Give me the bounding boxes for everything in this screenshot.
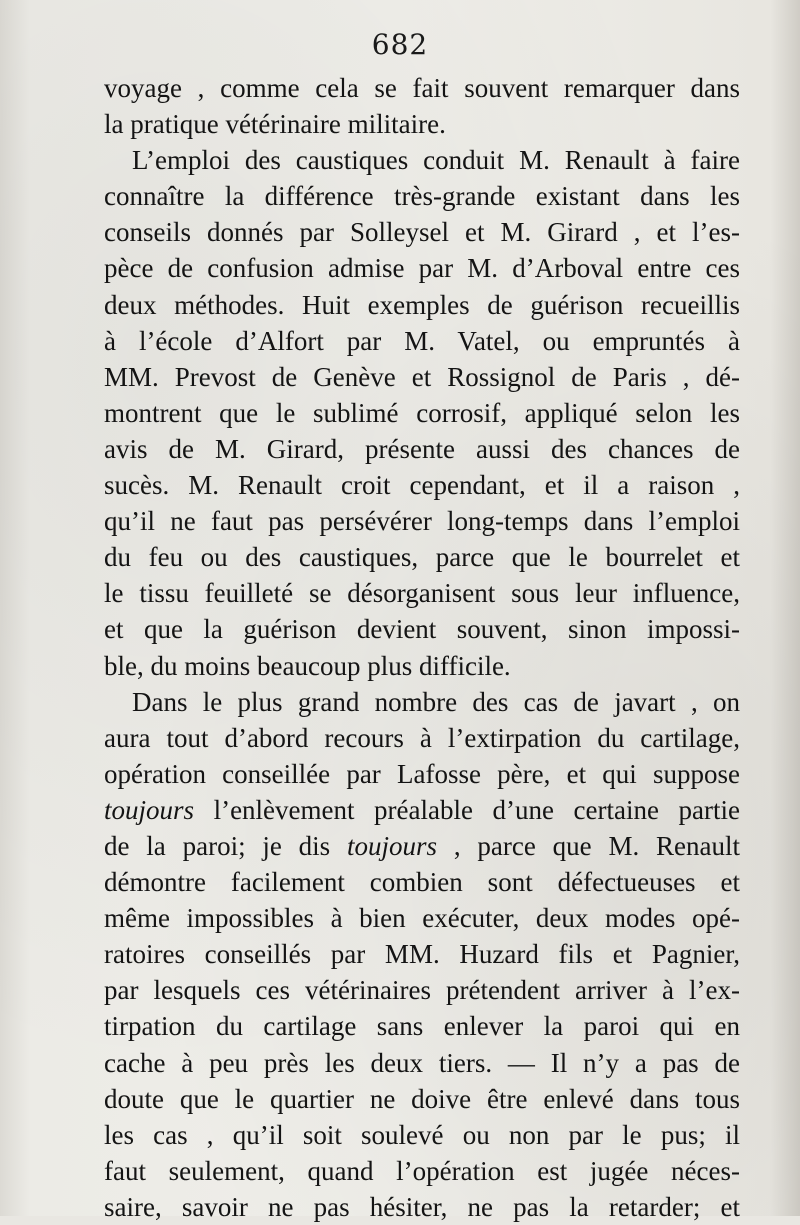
- text-line: MM. Prevost de Genève et Rossignol de Paris , dé-: [104, 361, 740, 392]
- text-line: doute que le quartier ne doive être enlevé dans tous: [104, 1083, 740, 1114]
- text-line: et que la guérison devient souvent, sinon impossi-: [104, 614, 740, 645]
- page-number: 682: [371, 28, 429, 61]
- text-line: cache à peu près les deux tiers. — Il n’y a pas de: [104, 1047, 740, 1078]
- paragraph: [104, 684, 740, 1225]
- text-line: les cas , qu’il soit soulevé ou non par le pus; il: [104, 1119, 740, 1150]
- text-line: deux méthodes. Huit exemples de guérison recueillis: [104, 289, 740, 320]
- italic-word: toujours: [104, 794, 195, 825]
- text-line: aura tout d’abord recours à l’extirpation du cartilage,: [104, 722, 740, 753]
- text-line: par lesquels ces vétérinaires prétendent arriver à l’ex-: [104, 975, 740, 1006]
- text-line: qu’il ne faut pas persévérer long-temps dans l’emploi: [104, 506, 740, 537]
- text-line: connaître la différence très-grande existant dans les: [104, 181, 740, 212]
- text-line: du feu ou des caustiques, parce que le bourrelet et: [104, 542, 740, 573]
- text-line: opération conseillée par Lafosse père, et qui suppose: [104, 758, 740, 789]
- text-line: même impossibles à bien exécuter, deux modes opé-: [104, 903, 740, 934]
- text-line: montrent que le sublimé corrosif, appliqué selon les: [104, 397, 740, 428]
- text-line: la pratique vétérinaire militaire.: [104, 109, 446, 140]
- text-line: saire, savoir ne pas hésiter, ne pas la retarder; et: [104, 1191, 740, 1222]
- text-line: sucès. M. Renault croit cependant, et il a raison ,: [104, 470, 740, 501]
- text-line: L’emploi des caustiques conduit M. Renault à faire: [132, 145, 740, 176]
- text-line: ble, du moins beaucoup plus difficile.: [104, 650, 511, 681]
- italic-word: toujours: [347, 830, 438, 861]
- paragraph: [104, 70, 740, 142]
- text-line: pèce de confusion admise par M. d’Arboval entre ces: [104, 253, 740, 284]
- text-line: ratoires conseillés par MM. Huzard fils et Pagnier,: [104, 939, 740, 970]
- text-line: de la paroi; je dis toujours , parce que M. Renault: [104, 830, 740, 861]
- body-text: [104, 70, 740, 1225]
- paragraph: [104, 142, 740, 683]
- text-line: avis de M. Girard, présente aussi des chances de: [104, 433, 740, 464]
- text-line: démontre facilement combien sont défectueuses et: [104, 867, 740, 898]
- text-line: toujours l’enlèvement préalable d’une certaine partie: [104, 794, 740, 825]
- text-line: à l’école d’Alfort par M. Vatel, ou empruntés à: [104, 325, 740, 356]
- text-line: faut seulement, quand l’opération est jugée néces-: [104, 1155, 740, 1186]
- text-line: le tissu feuilleté se désorganisent sous leur influence,: [104, 578, 740, 609]
- text-line: tirpation du cartilage sans enlever la paroi qui en: [104, 1011, 740, 1042]
- text-line: conseils donnés par Solleysel et M. Girard , et l’es-: [104, 217, 740, 248]
- text-line: Dans le plus grand nombre des cas de javart , on: [132, 686, 740, 717]
- text-line: voyage , comme cela se fait souvent remarquer dans: [104, 73, 740, 103]
